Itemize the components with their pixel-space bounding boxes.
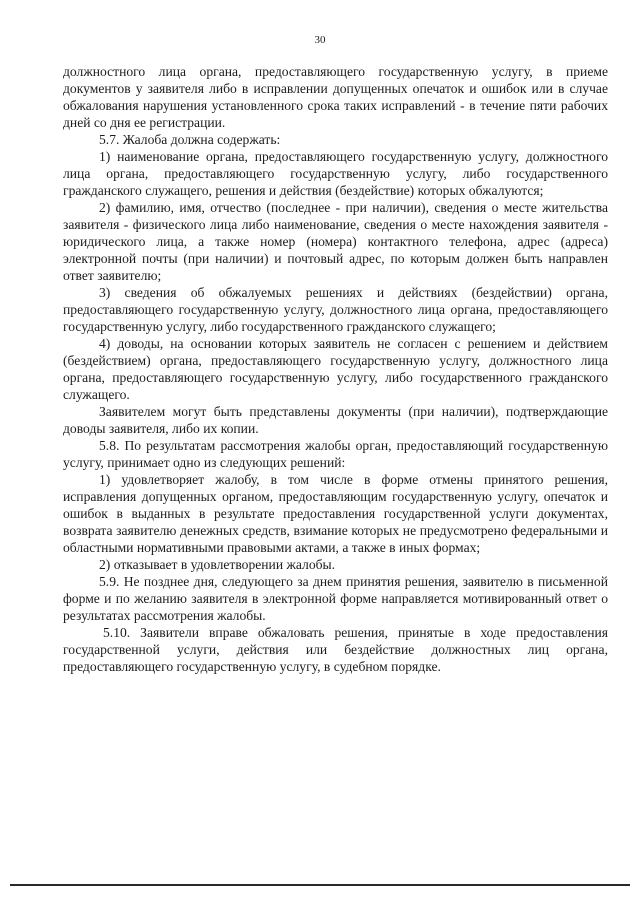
paragraph-continuation: должностного лица органа, предоставляющего государственную услугу, в приеме документов у заявителя либо в исправлении допущенных опечаток и ошибок или в случае обжалования нарушения установленного срока таких исправлений - в течение пяти рабочих дней со дня ее регистрации.: [63, 64, 608, 130]
paragraph-5-7-item-3: 3) сведения об обжалуемых решениях и действиях (бездействии) органа, предоставляющего государственную услугу, должностного лица органа, предоставляющего государственную услугу, либо государственного гражданского служащего;: [63, 285, 608, 334]
bottom-scan-edge-line: [10, 884, 630, 886]
paragraph-5-7-heading: 5.7. Жалоба должна содержать:: [99, 132, 281, 147]
paragraph-5-8-item-1: 1) удовлетворяет жалобу, в том числе в форме отмены принятого решения, исправления допущенных органом, предоставляющим государственную услугу, опечаток и ошибок в выданных в результате предоставления государственной услуги документах, возврата заявителю денежных средств, взимание которых не предусмотрено федеральными и областными нормативными правовыми актами, а также в иных формах;: [63, 472, 608, 555]
page-number: 30: [314, 34, 326, 46]
document-body: [63, 63, 608, 675]
paragraph-5-7-item-2: 2) фамилию, имя, отчество (последнее - при наличии), сведения о месте жительства заявителя - физического лица либо наименование, сведения о месте нахождения заявителя - юридического лица, а также номер (номера) контактного телефона, адрес (адреса) электронной почты (при наличии) и почтовый адрес, по которым должен быть направлен ответ заявителю;: [63, 200, 608, 283]
paragraph-5-8-item-2: 2) отказывает в удовлетворении жалобы.: [99, 557, 336, 572]
paragraph-5-8: 5.8. По результатам рассмотрения жалобы орган, предоставляющий государственную услугу, принимает одно из следующих решений:: [63, 438, 608, 470]
paragraph-5-7-item-4: 4) доводы, на основании которых заявитель не согласен с решением и действием (бездействием) органа, предоставляющего государственную услугу, должностного лица органа, предоставляющего государственную услугу, либо государственного гражданского служащего.: [63, 336, 608, 402]
paragraph-5-9: 5.9. Не позднее дня, следующего за днем принятия решения, заявителю в письменной форме и по желанию заявителя в электронной форме направляется мотивированный ответ о результатах рассмотрения жалобы.: [63, 574, 608, 623]
paragraph-5-10: 5.10. Заявители вправе обжаловать решения, принятые в ходе предоставления государственной услуги, действия или бездействие должностных лиц органа, предоставляющего государственную услугу, в судебном порядке.: [63, 625, 608, 674]
paragraph-documents-note: Заявителем могут быть представлены документы (при наличии), подтверждающие доводы заявителя, либо их копии.: [63, 404, 608, 436]
paragraph-5-7-item-1: 1) наименование органа, предоставляющего государственную услугу, должностного лица органа, предоставляющего государственную услугу, либо государственного гражданского служащего, решения и действия (бездействие) которых обжалуются;: [63, 149, 608, 198]
